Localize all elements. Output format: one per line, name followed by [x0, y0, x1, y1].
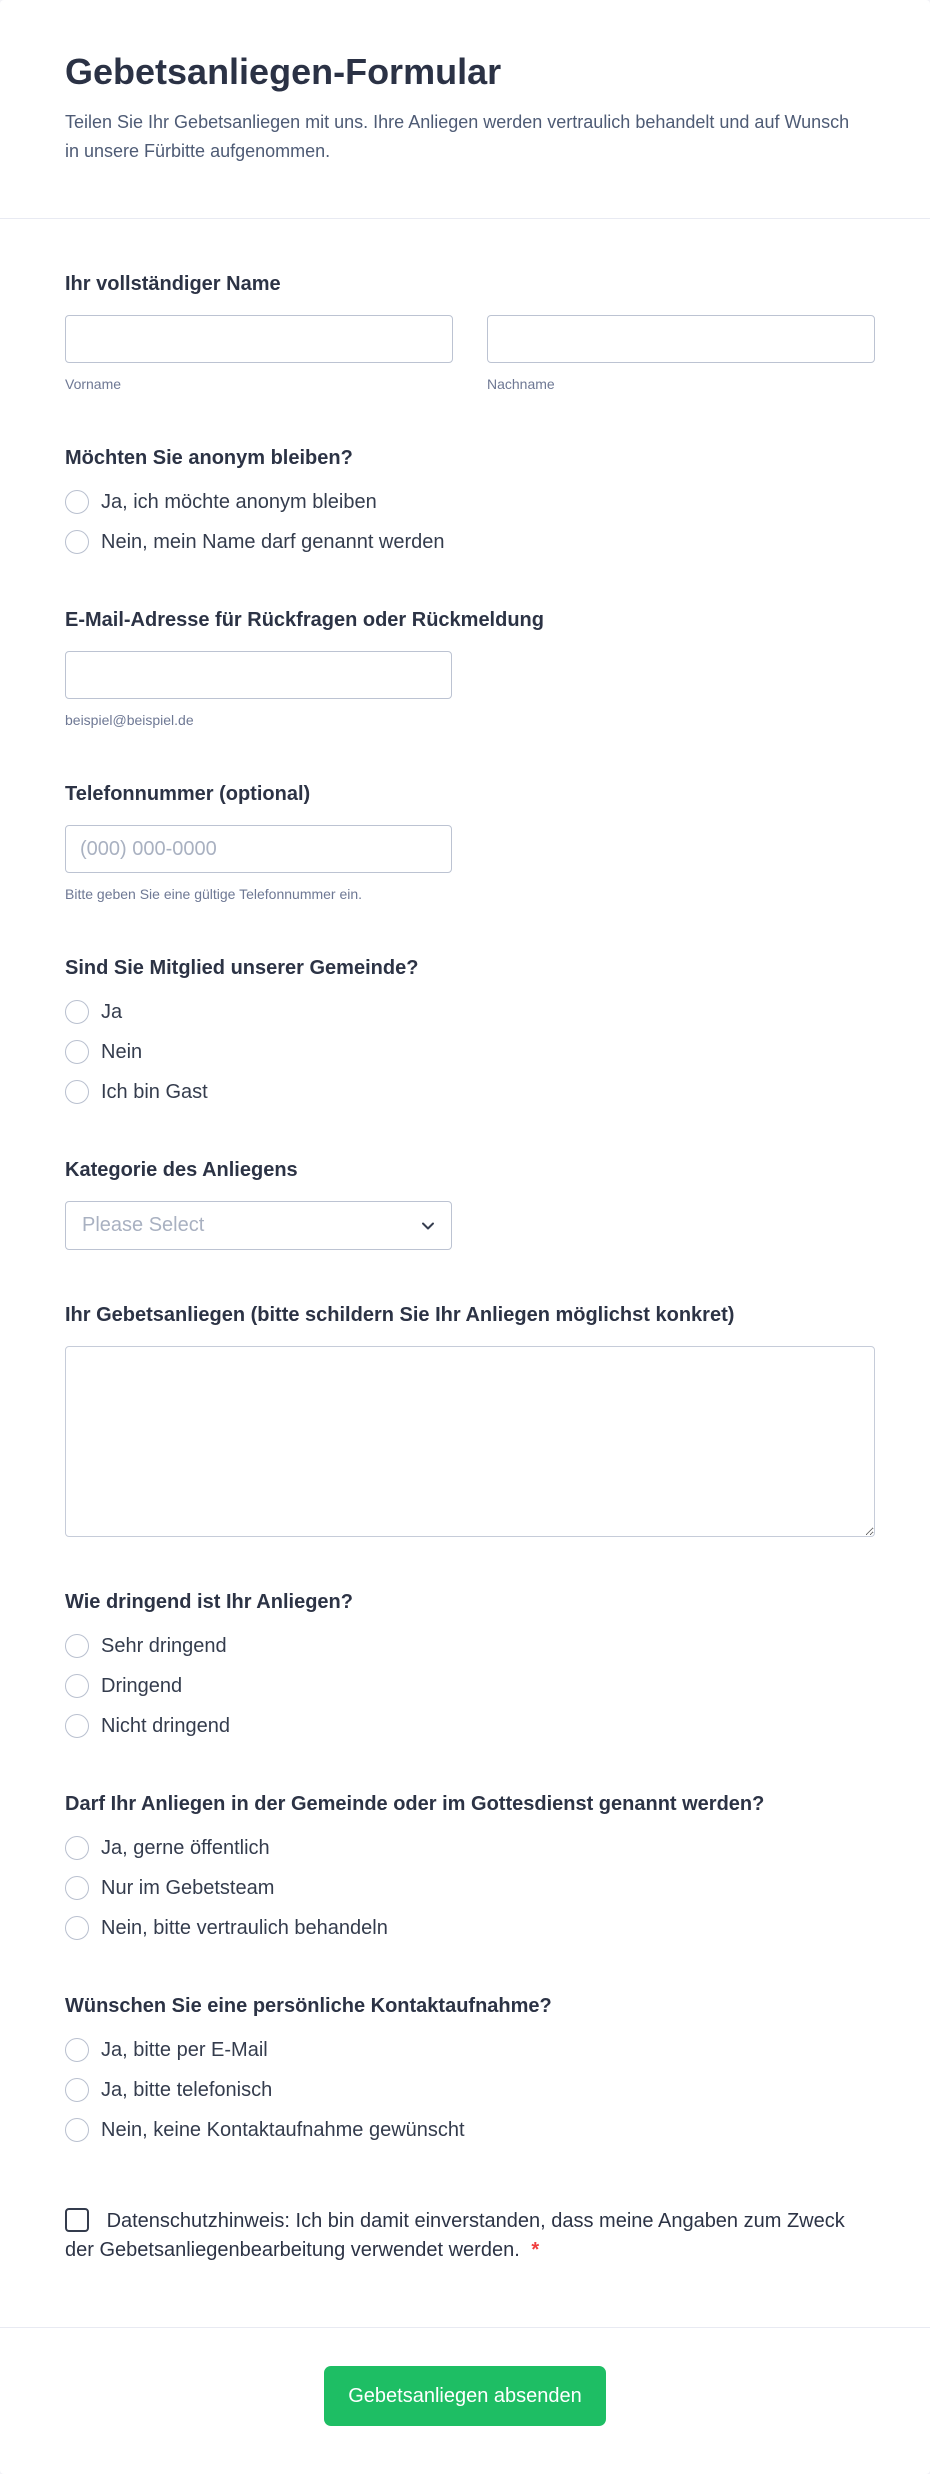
urgency-option-dringend-label: Dringend	[101, 1675, 183, 1697]
contact-option-telefonisch-label: Ja, bitte telefonisch	[101, 2079, 273, 2101]
submit-button[interactable]: Gebetsanliegen absenden	[324, 2366, 606, 2426]
phone-sublabel: Bitte geben Sie eine gültige Telefonnummer ein.	[65, 886, 363, 902]
radio-button-icon[interactable]	[65, 1080, 89, 1104]
first-name-column	[65, 315, 453, 393]
urgency-option-nicht-dringend-label: Nicht dringend	[101, 1715, 230, 1737]
field-contact	[65, 1993, 875, 2143]
privacy-checkbox[interactable]	[65, 2208, 89, 2232]
field-membership	[65, 955, 875, 1105]
last-name-column	[487, 315, 875, 393]
phone-label: Telefonnummer (optional)	[65, 783, 311, 805]
urgency-option-dringend[interactable]	[65, 1673, 875, 1699]
form-body	[0, 271, 930, 2327]
membership-option-gast-label: Ich bin Gast	[101, 1081, 208, 1103]
contact-option-keine[interactable]	[65, 2117, 875, 2143]
urgency-label: Wie dringend ist Ihr Anliegen?	[65, 1591, 353, 1613]
contact-option-email[interactable]	[65, 2037, 875, 2063]
field-privacy-consent	[65, 2207, 855, 2265]
phone-input[interactable]	[65, 825, 452, 873]
chevron-down-icon	[419, 1217, 437, 1235]
form-subtitle: Teilen Sie Ihr Gebetsanliegen mit uns. Ihre Anliegen werden vertraulich behandelt und auf Wunsch in unsere Fürbitte aufgenommen.	[65, 112, 850, 161]
anonymous-options	[65, 489, 875, 555]
radio-button-icon[interactable]	[65, 1836, 89, 1860]
anonymous-option-no-label: Nein, mein Name darf genannt werden	[101, 531, 445, 553]
email-input[interactable]	[65, 651, 452, 699]
membership-option-ja[interactable]	[65, 999, 875, 1025]
radio-button-icon[interactable]	[65, 490, 89, 514]
anonymous-option-yes[interactable]	[65, 489, 875, 515]
category-label: Kategorie des Anliegens	[65, 1159, 298, 1181]
urgency-option-sehr-dringend[interactable]	[65, 1633, 875, 1659]
form-header	[0, 0, 930, 219]
anonymous-option-yes-label: Ja, ich möchte anonym bleiben	[101, 491, 377, 513]
membership-option-ja-label: Ja	[101, 1001, 123, 1023]
last-name-input[interactable]	[487, 315, 875, 363]
privacy-consent-row[interactable]	[65, 2210, 845, 2261]
radio-button-icon[interactable]	[65, 1876, 89, 1900]
urgency-option-nicht-dringend[interactable]	[65, 1713, 875, 1739]
visibility-options	[65, 1835, 875, 1941]
visibility-option-gebetsteam[interactable]	[65, 1875, 875, 1901]
field-visibility	[65, 1791, 875, 1941]
visibility-option-oeffentlich[interactable]	[65, 1835, 875, 1861]
radio-button-icon[interactable]	[65, 2078, 89, 2102]
radio-button-icon[interactable]	[65, 1040, 89, 1064]
required-asterisk: *	[531, 2239, 540, 2261]
radio-button-icon[interactable]	[65, 1916, 89, 1940]
email-label: E-Mail-Adresse für Rückfragen oder Rückmeldung	[65, 609, 544, 631]
field-phone	[65, 781, 875, 903]
visibility-label: Darf Ihr Anliegen in der Gemeinde oder im Gottesdienst genannt werden?	[65, 1793, 765, 1815]
radio-button-icon[interactable]	[65, 1714, 89, 1738]
membership-option-nein[interactable]	[65, 1039, 875, 1065]
contact-options	[65, 2037, 875, 2143]
membership-label: Sind Sie Mitglied unserer Gemeinde?	[65, 957, 419, 979]
first-name-sublabel: Vorname	[65, 376, 122, 392]
urgency-options	[65, 1633, 875, 1739]
radio-button-icon[interactable]	[65, 2118, 89, 2142]
field-full-name	[65, 271, 875, 393]
contact-option-email-label: Ja, bitte per E-Mail	[101, 2039, 268, 2061]
category-select[interactable]	[65, 1201, 452, 1250]
contact-option-keine-label: Nein, keine Kontaktaufnahme gewünscht	[101, 2119, 465, 2141]
request-textarea[interactable]	[65, 1346, 875, 1537]
form-footer	[0, 2327, 930, 2474]
radio-button-icon[interactable]	[65, 1000, 89, 1024]
visibility-option-gebetsteam-label: Nur im Gebetsteam	[101, 1877, 275, 1899]
membership-options	[65, 999, 875, 1105]
category-select-value: Please Select	[82, 1214, 205, 1236]
last-name-sublabel: Nachname	[487, 376, 555, 392]
radio-button-icon[interactable]	[65, 530, 89, 554]
visibility-option-vertraulich[interactable]	[65, 1915, 875, 1941]
privacy-consent-label: Datenschutzhinweis: Ich bin damit einverstanden, dass meine Angaben zum Zweck der Gebetsanliegenbearbeitung verwendet werden.	[65, 2210, 845, 2261]
form-title: Gebetsanliegen-Formular	[65, 51, 502, 92]
email-sublabel: beispiel@beispiel.de	[65, 712, 194, 728]
full-name-label: Ihr vollständiger Name	[65, 273, 281, 295]
first-name-input[interactable]	[65, 315, 453, 363]
visibility-option-oeffentlich-label: Ja, gerne öffentlich	[101, 1837, 270, 1859]
field-urgency	[65, 1589, 875, 1739]
anonymous-label: Möchten Sie anonym bleiben?	[65, 447, 353, 469]
visibility-option-vertraulich-label: Nein, bitte vertraulich behandeln	[101, 1917, 388, 1939]
membership-option-nein-label: Nein	[101, 1041, 143, 1063]
contact-option-telefonisch[interactable]	[65, 2077, 875, 2103]
field-email	[65, 607, 875, 729]
request-label: Ihr Gebetsanliegen (bitte schildern Sie Ihr Anliegen möglichst konkret)	[65, 1304, 735, 1326]
field-anonymous	[65, 445, 875, 555]
field-request	[65, 1302, 875, 1537]
field-category	[65, 1157, 875, 1250]
urgency-option-sehr-dringend-label: Sehr dringend	[101, 1635, 227, 1657]
name-columns	[65, 315, 875, 393]
radio-button-icon[interactable]	[65, 2038, 89, 2062]
anonymous-option-no[interactable]	[65, 529, 875, 555]
radio-button-icon[interactable]	[65, 1634, 89, 1658]
radio-button-icon[interactable]	[65, 1674, 89, 1698]
membership-option-gast[interactable]	[65, 1079, 875, 1105]
contact-label: Wünschen Sie eine persönliche Kontaktaufnahme?	[65, 1995, 552, 2017]
